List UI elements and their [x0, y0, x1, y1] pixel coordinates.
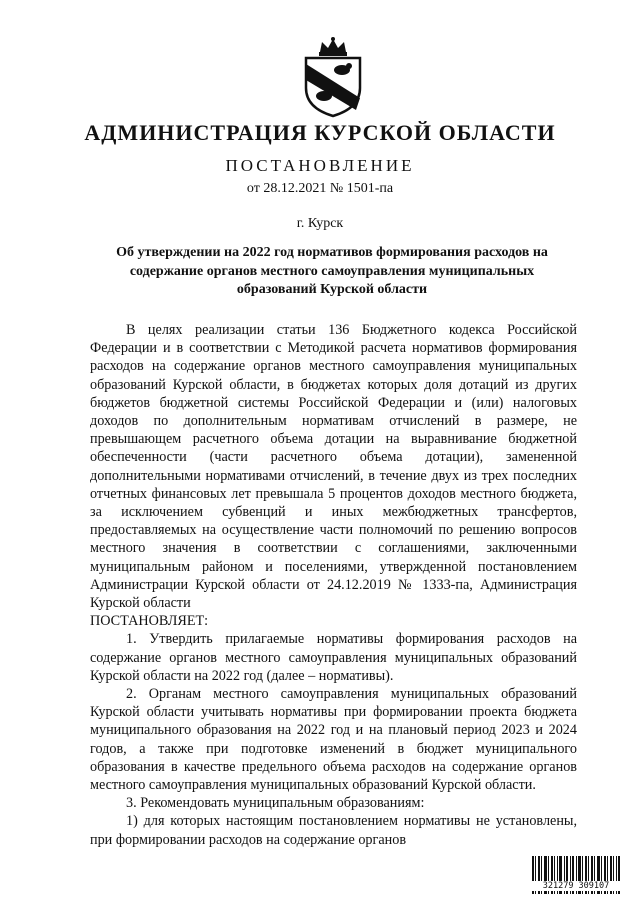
- document-place: г. Курск: [296, 216, 344, 231]
- document-type: ПОСТАНОВЛЕНИЕ: [225, 156, 415, 175]
- item-1-paragraph: 1. Утвердить прилагаемые нормативы формирования расходов на содержание органов местного самоуправления муниципальных образований Курской области на 2022 год (далее – нормативы).: [90, 631, 577, 684]
- item-3-1-paragraph: 1) для которых настоящим постановлением нормативы не установлены, при формировании расходов на содержание органов: [90, 813, 577, 848]
- document-body: [90, 321, 577, 849]
- preamble-paragraph: В целях реализации статьи 136 Бюджетного кодекса Российской Федерации и в соответствии с Методикой расчета нормативов формирования расходов на содержание органов местного самоуправления муниципальных образований Курской области, в бюджетах которых доля дотаций из других бюджетов бюджетной системы Российской Федерации и (или) налоговых доходов по дополнительным нормативам отчислений в размере, не превышающем расчетного объема дотации на выравнивание бюджетной обеспеченности (части расчетного объема дотации), замененной дополнительными нормативами отчислений, в течение двух из трех последних отчетных финансовых лет превышала 5 процентов доходов местного бюджета, за исключением субвенций и иных межбюджетных трансфертов, предоставляемых на осуществление части полномочий по решению вопросов местного значения в соответствии с соглашениями, заключенными муниципальным районом и поселениями, утвержденной постановлением Администрации Курской области от 24.12.2019 № 1333-па, Администрация Курской области: [90, 322, 577, 612]
- document-date-number: от 28.12.2021 № 1501-па: [246, 181, 394, 196]
- item-2-paragraph: 2. Органам местного самоуправления муниципальных образований Курской области учитывать нормативы при формировании проекта бюджета муниципального образования на 2022 год и на плановый период 2023 и 2024 годов, а также при подготовке изменений в бюджет муниципального образования в качестве предельного объема расходов на содержание органов местного самоуправления муниципальных образований Курской области.: [90, 686, 577, 794]
- organization-title: АДМИНИСТРАЦИЯ КУРСКОЙ ОБЛАСТИ: [84, 120, 556, 145]
- coat-of-arms-icon: [298, 36, 368, 118]
- barcode-number: 321279 309107: [528, 881, 624, 891]
- item-3-paragraph: 3. Рекомендовать муниципальным образованиям:: [126, 795, 425, 812]
- decree-word: ПОСТАНОВЛЯЕТ:: [90, 613, 209, 630]
- document-heading: Об утверждении на 2022 год нормативов формирования расходов на содержание органов местного самоуправления муниципальных образований Курской области: [116, 245, 548, 297]
